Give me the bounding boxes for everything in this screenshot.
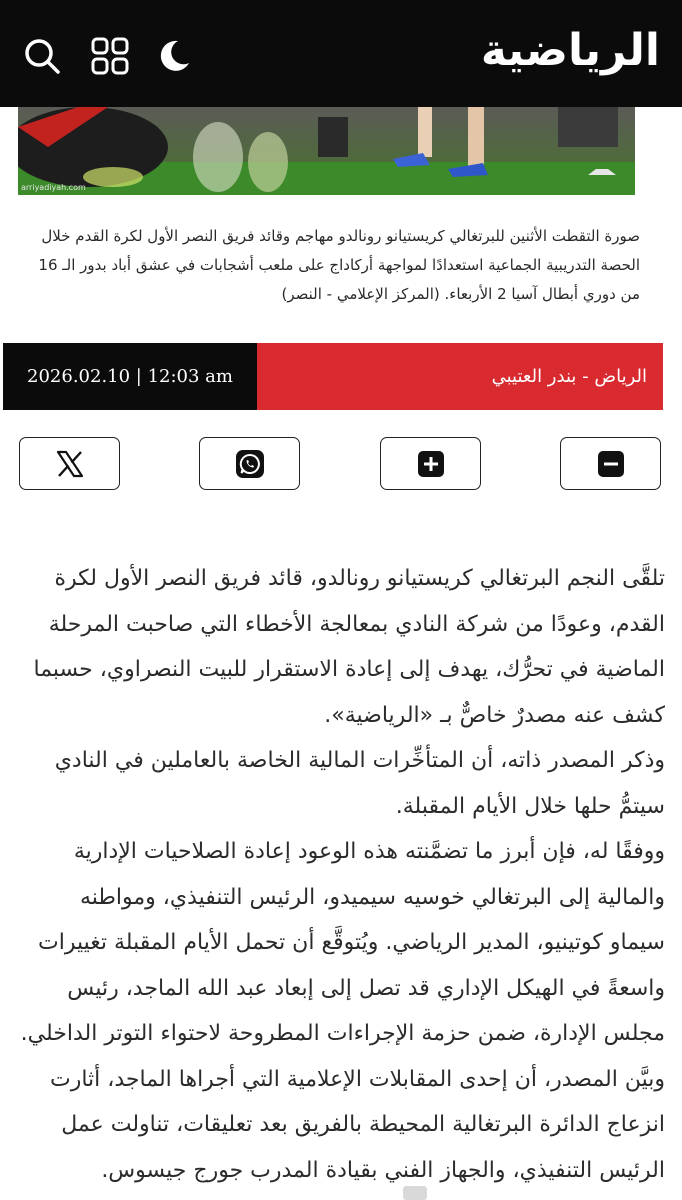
increase-font-button[interactable]: [380, 437, 481, 490]
article-paragraph: وذكر المصدر ذاته، أن المتأخِّرات المالية الخاصة بالعاملين في النادي سيتمُّ حلها خلال الأيام المقبلة.: [54, 748, 665, 819]
dark-mode-toggle[interactable]: [152, 32, 196, 80]
plus-icon: [416, 449, 446, 479]
article-paragraph: ووفقًا له، فإن أبرز ما تضمَّنته هذه الوعود إعادة الصلاحيات الإدارية والمالية إلى البرتغالي خوسيه سيميدو، الرئيس التنفيذي، ومواطنه سيماو كوتينيو، المدير الرياضي. ويُتوقَّع أن تحمل الأيام المقبلة تغييرات واسعةً في الهيكل الإداري قد تصل إلى إبعاد عبد الله الماجد، رئيس مجلس الإدارة، ضمن حزمة الإجراءات المطروحة لاحتواء التوتر الداخلي. وبيَّن المصدر، أن إحدى المقابلات الإعلامية التي أجراها الماجد، أثارت انزعاج الدائرة البرتغالية المحيطة بالفريق بعد تعليقات، تناولت عمل الرئيس التنفيذي، والجهاز الفني بقيادة المدرب جورج جيسوس.: [20, 839, 665, 1183]
search-button[interactable]: [20, 32, 64, 80]
article-body: [18, 556, 665, 1193]
search-icon: [22, 36, 62, 76]
scroll-indicator[interactable]: [403, 1186, 427, 1200]
minus-icon: [596, 449, 626, 479]
share-whatsapp-button[interactable]: [199, 437, 300, 490]
site-logo[interactable]: الرياضية: [480, 25, 660, 76]
whatsapp-icon: [234, 448, 266, 480]
menu-grid-button[interactable]: [88, 32, 132, 80]
image-watermark: arriyadiyah.com: [21, 183, 86, 192]
hero-image: [18, 107, 635, 195]
article-paragraph: تلقَّى النجم البرتغالي كريستيانو رونالدو، قائد فريق النصر الأول لكرة القدم، وعودًا من شركة النادي بمعالجة الأخطاء التي صاحبت المرحلة الماضية في تحرُّك، يهدف إلى إعادة الاستقرار للبيت النصراوي، حسبما كشف عنه مصدرٌ خاصٌّ بـ «الرياضية».: [33, 566, 665, 728]
hero-photo: [18, 107, 635, 195]
moon-icon: [154, 36, 194, 76]
author-location: الرياض - بندر العتيبي: [257, 343, 663, 410]
x-icon: [55, 449, 85, 479]
top-bar: [0, 0, 682, 107]
decrease-font-button[interactable]: [560, 437, 661, 490]
grid-icon: [90, 36, 130, 76]
image-caption: صورة التقطت الأثنين للبرتغالي كريستيانو رونالدو مهاجم وقائد فريق النصر الأول لكرة القدم خلال الحصة التدريبية الجماعية استعدادًا لمواجهة أركاداج على ملعب أشجابات في عشق أباد بدور الـ 16 من دوري أبطال آسيا 2 الأربعاء. (المركز الإعلامي - النصر): [38, 227, 640, 303]
publish-datetime: 2026.02.10 | 12:03 am: [3, 343, 257, 410]
article-meta-bar: [3, 343, 663, 410]
share-x-button[interactable]: [19, 437, 120, 490]
